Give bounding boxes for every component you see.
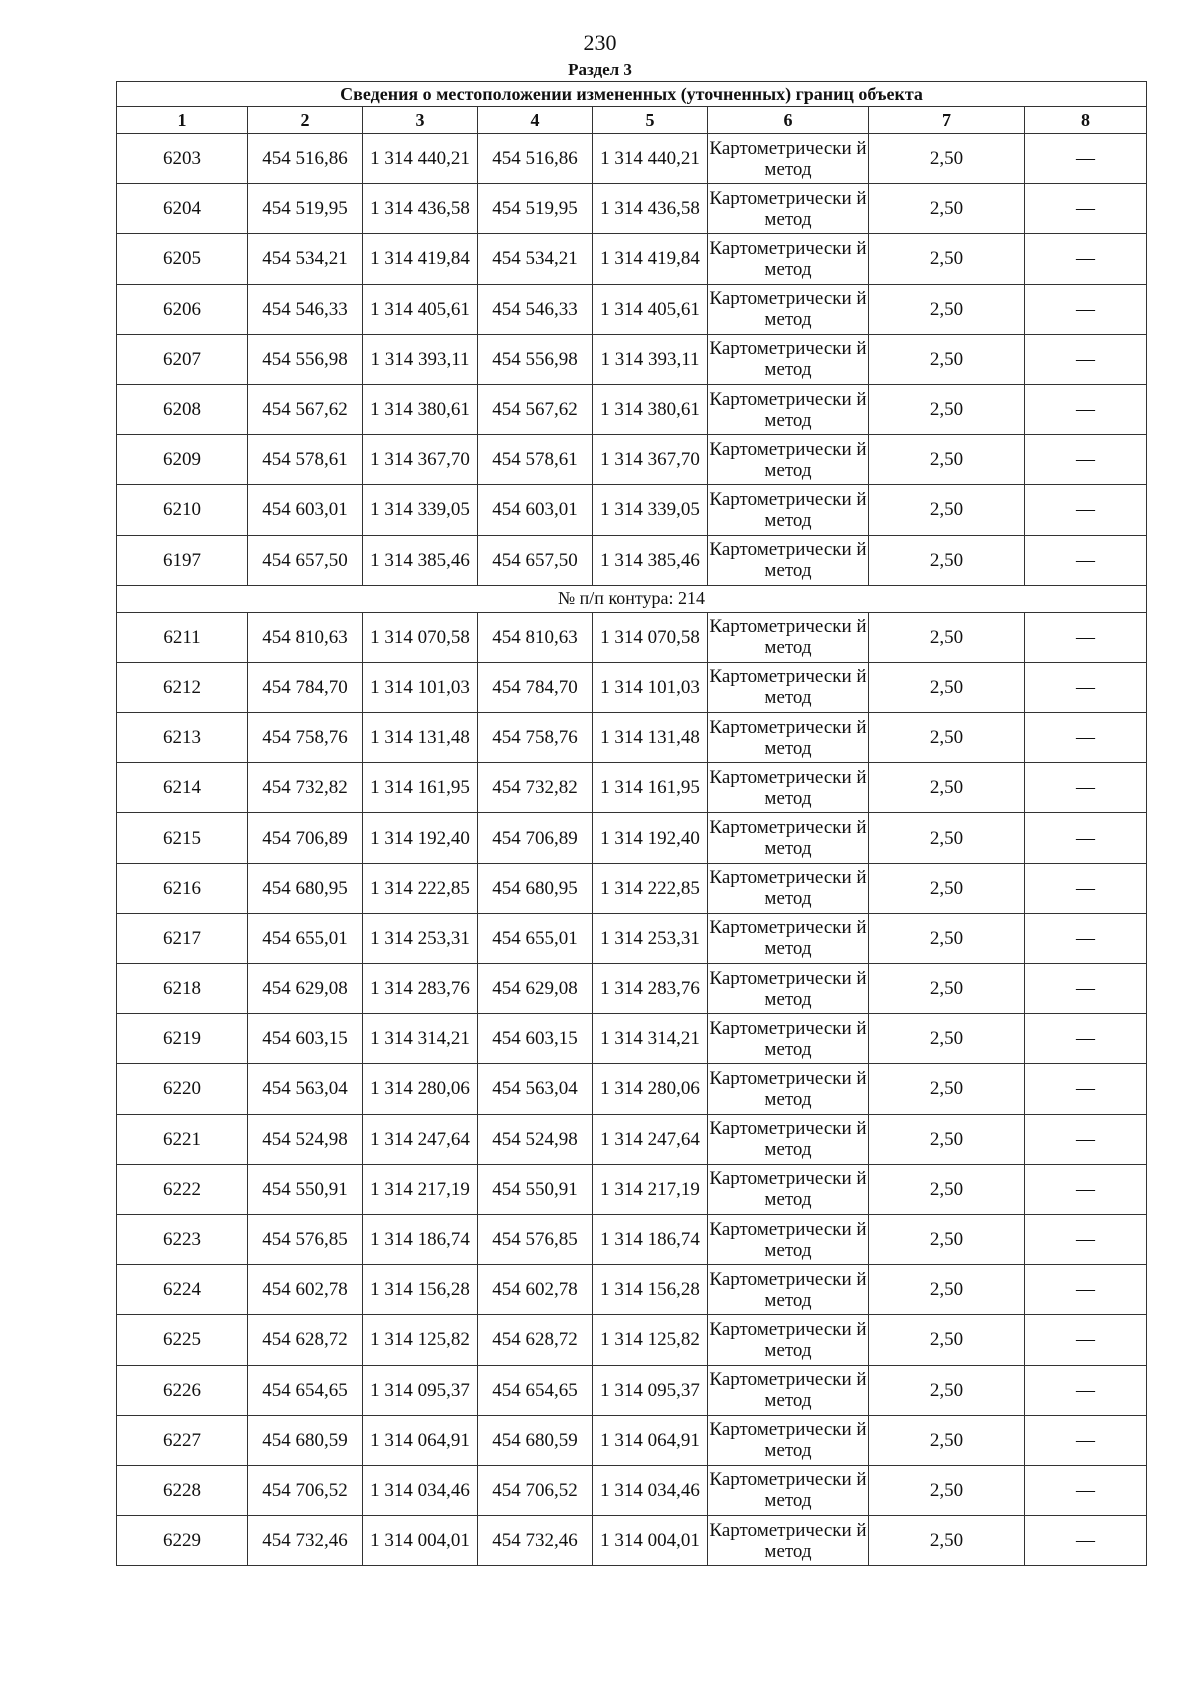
x-new-cell: 454 706,89 <box>478 813 593 863</box>
x-old-cell: 454 603,15 <box>248 1014 363 1064</box>
note-cell: — <box>1025 713 1147 763</box>
y-old-cell: 1 314 064,91 <box>363 1415 478 1465</box>
point-number-cell: 6223 <box>117 1214 248 1264</box>
accuracy-cell: 2,50 <box>869 1315 1025 1365</box>
accuracy-cell: 2,50 <box>869 612 1025 662</box>
x-old-cell: 454 655,01 <box>248 913 363 963</box>
x-new-cell: 454 556,98 <box>478 334 593 384</box>
point-number-cell: 6219 <box>117 1014 248 1064</box>
x-old-cell: 454 680,59 <box>248 1415 363 1465</box>
accuracy-cell: 2,50 <box>869 713 1025 763</box>
y-new-cell: 1 314 034,46 <box>593 1465 708 1515</box>
note-cell: — <box>1025 662 1147 712</box>
note-cell: — <box>1025 1365 1147 1415</box>
method-cell: Картометрически й метод <box>708 184 869 234</box>
point-number-cell: 6217 <box>117 913 248 963</box>
accuracy-cell: 2,50 <box>869 763 1025 813</box>
point-number-cell: 6228 <box>117 1465 248 1515</box>
point-number-cell: 6205 <box>117 234 248 284</box>
column-header-7: 7 <box>869 107 1025 134</box>
y-new-cell: 1 314 367,70 <box>593 435 708 485</box>
method-cell: Картометрически й метод <box>708 485 869 535</box>
accuracy-cell: 2,50 <box>869 334 1025 384</box>
x-new-cell: 454 784,70 <box>478 662 593 712</box>
y-new-cell: 1 314 393,11 <box>593 334 708 384</box>
y-old-cell: 1 314 419,84 <box>363 234 478 284</box>
note-cell: — <box>1025 913 1147 963</box>
x-new-cell: 454 534,21 <box>478 234 593 284</box>
point-number-cell: 6211 <box>117 612 248 662</box>
accuracy-cell: 2,50 <box>869 662 1025 712</box>
method-cell: Картометрически й метод <box>708 134 869 184</box>
note-cell: — <box>1025 1315 1147 1365</box>
method-cell: Картометрически й метод <box>708 1516 869 1566</box>
y-new-cell: 1 314 095,37 <box>593 1365 708 1415</box>
y-new-cell: 1 314 380,61 <box>593 384 708 434</box>
point-number-cell: 6214 <box>117 763 248 813</box>
x-old-cell: 454 519,95 <box>248 184 363 234</box>
note-cell: — <box>1025 184 1147 234</box>
accuracy-cell: 2,50 <box>869 1465 1025 1515</box>
table-row <box>117 662 1147 712</box>
note-cell: — <box>1025 1064 1147 1114</box>
table-row <box>117 1516 1147 1566</box>
page-number: 230 <box>583 30 617 55</box>
x-new-cell: 454 680,95 <box>478 863 593 913</box>
y-new-cell: 1 314 314,21 <box>593 1014 708 1064</box>
y-old-cell: 1 314 339,05 <box>363 485 478 535</box>
point-number-cell: 6222 <box>117 1164 248 1214</box>
table-row <box>117 1114 1147 1164</box>
y-new-cell: 1 314 101,03 <box>593 662 708 712</box>
x-new-cell: 454 576,85 <box>478 1214 593 1264</box>
method-cell: Картометрически й метод <box>708 1415 869 1465</box>
table-row <box>117 384 1147 434</box>
x-old-cell: 454 534,21 <box>248 234 363 284</box>
column-header-2: 2 <box>248 107 363 134</box>
x-old-cell: 454 567,62 <box>248 384 363 434</box>
x-new-cell: 454 680,59 <box>478 1415 593 1465</box>
x-new-cell: 454 524,98 <box>478 1114 593 1164</box>
x-new-cell: 454 657,50 <box>478 535 593 585</box>
note-cell: — <box>1025 863 1147 913</box>
accuracy-cell: 2,50 <box>869 863 1025 913</box>
y-new-cell: 1 314 161,95 <box>593 763 708 813</box>
table-row <box>117 1415 1147 1465</box>
y-new-cell: 1 314 186,74 <box>593 1214 708 1264</box>
x-old-cell: 454 784,70 <box>248 662 363 712</box>
note-cell: — <box>1025 535 1147 585</box>
note-cell: — <box>1025 1014 1147 1064</box>
y-new-cell: 1 314 280,06 <box>593 1064 708 1114</box>
y-old-cell: 1 314 095,37 <box>363 1365 478 1415</box>
table-row <box>117 1014 1147 1064</box>
table-row <box>117 1365 1147 1415</box>
table-row <box>117 535 1147 585</box>
x-new-cell: 454 628,72 <box>478 1315 593 1365</box>
point-number-cell: 6215 <box>117 813 248 863</box>
point-number-cell: 6209 <box>117 435 248 485</box>
note-cell: — <box>1025 1516 1147 1566</box>
x-new-cell: 454 758,76 <box>478 713 593 763</box>
y-new-cell: 1 314 385,46 <box>593 535 708 585</box>
method-cell: Картометрически й метод <box>708 1214 869 1264</box>
point-number-cell: 6206 <box>117 284 248 334</box>
table-body <box>117 134 1147 1566</box>
y-new-cell: 1 314 004,01 <box>593 1516 708 1566</box>
method-cell: Картометрически й метод <box>708 713 869 763</box>
y-old-cell: 1 314 125,82 <box>363 1315 478 1365</box>
column-header-6: 6 <box>708 107 869 134</box>
method-cell: Картометрически й метод <box>708 662 869 712</box>
y-new-cell: 1 314 436,58 <box>593 184 708 234</box>
accuracy-cell: 2,50 <box>869 913 1025 963</box>
note-cell: — <box>1025 1214 1147 1264</box>
x-old-cell: 454 563,04 <box>248 1064 363 1114</box>
table-row <box>117 134 1147 184</box>
table-row <box>117 1214 1147 1264</box>
y-new-cell: 1 314 253,31 <box>593 913 708 963</box>
column-header-8: 8 <box>1025 107 1147 134</box>
point-number-cell: 6210 <box>117 485 248 535</box>
x-new-cell: 454 519,95 <box>478 184 593 234</box>
accuracy-cell: 2,50 <box>869 1014 1025 1064</box>
accuracy-cell: 2,50 <box>869 485 1025 535</box>
y-old-cell: 1 314 156,28 <box>363 1265 478 1315</box>
method-cell: Картометрически й метод <box>708 1164 869 1214</box>
accuracy-cell: 2,50 <box>869 813 1025 863</box>
accuracy-cell: 2,50 <box>869 284 1025 334</box>
point-number-cell: 6221 <box>117 1114 248 1164</box>
note-cell: — <box>1025 234 1147 284</box>
column-header-row <box>117 107 1147 134</box>
contour-row <box>117 585 1147 612</box>
method-cell: Картометрически й метод <box>708 234 869 284</box>
x-old-cell: 454 657,50 <box>248 535 363 585</box>
y-old-cell: 1 314 247,64 <box>363 1114 478 1164</box>
y-new-cell: 1 314 419,84 <box>593 234 708 284</box>
y-old-cell: 1 314 034,46 <box>363 1465 478 1515</box>
x-new-cell: 454 654,65 <box>478 1365 593 1415</box>
x-old-cell: 454 556,98 <box>248 334 363 384</box>
column-header-1: 1 <box>117 107 248 134</box>
method-cell: Картометрически й метод <box>708 535 869 585</box>
note-cell: — <box>1025 485 1147 535</box>
accuracy-cell: 2,50 <box>869 384 1025 434</box>
point-number-cell: 6225 <box>117 1315 248 1365</box>
point-number-cell: 6224 <box>117 1265 248 1315</box>
x-old-cell: 454 706,52 <box>248 1465 363 1515</box>
x-new-cell: 454 550,91 <box>478 1164 593 1214</box>
y-new-cell: 1 314 156,28 <box>593 1265 708 1315</box>
table-row <box>117 1265 1147 1315</box>
method-cell: Картометрически й метод <box>708 435 869 485</box>
x-new-cell: 454 629,08 <box>478 964 593 1014</box>
accuracy-cell: 2,50 <box>869 1415 1025 1465</box>
y-new-cell: 1 314 217,19 <box>593 1164 708 1214</box>
x-old-cell: 454 576,85 <box>248 1214 363 1264</box>
table-row <box>117 485 1147 535</box>
x-new-cell: 454 546,33 <box>478 284 593 334</box>
note-cell: — <box>1025 1265 1147 1315</box>
method-cell: Картометрически й метод <box>708 1064 869 1114</box>
x-new-cell: 454 732,46 <box>478 1516 593 1566</box>
point-number-cell: 6212 <box>117 662 248 712</box>
x-old-cell: 454 516,86 <box>248 134 363 184</box>
x-old-cell: 454 732,46 <box>248 1516 363 1566</box>
note-cell: — <box>1025 1114 1147 1164</box>
y-old-cell: 1 314 186,74 <box>363 1214 478 1264</box>
x-new-cell: 454 516,86 <box>478 134 593 184</box>
x-new-cell: 454 810,63 <box>478 612 593 662</box>
accuracy-cell: 2,50 <box>869 1064 1025 1114</box>
x-old-cell: 454 654,65 <box>248 1365 363 1415</box>
x-old-cell: 454 550,91 <box>248 1164 363 1214</box>
x-new-cell: 454 732,82 <box>478 763 593 813</box>
column-header-3: 3 <box>363 107 478 134</box>
method-cell: Картометрически й метод <box>708 913 869 963</box>
y-old-cell: 1 314 101,03 <box>363 662 478 712</box>
note-cell: — <box>1025 334 1147 384</box>
table-row <box>117 612 1147 662</box>
accuracy-cell: 2,50 <box>869 1265 1025 1315</box>
y-new-cell: 1 314 131,48 <box>593 713 708 763</box>
x-new-cell: 454 578,61 <box>478 435 593 485</box>
table-row <box>117 913 1147 963</box>
y-old-cell: 1 314 192,40 <box>363 813 478 863</box>
point-number-cell: 6204 <box>117 184 248 234</box>
y-old-cell: 1 314 314,21 <box>363 1014 478 1064</box>
accuracy-cell: 2,50 <box>869 234 1025 284</box>
note-cell: — <box>1025 1415 1147 1465</box>
table-row <box>117 863 1147 913</box>
accuracy-cell: 2,50 <box>869 184 1025 234</box>
note-cell: — <box>1025 134 1147 184</box>
x-old-cell: 454 546,33 <box>248 284 363 334</box>
table-row <box>117 813 1147 863</box>
y-new-cell: 1 314 339,05 <box>593 485 708 535</box>
section-title: Раздел 3 <box>568 60 632 79</box>
x-old-cell: 454 603,01 <box>248 485 363 535</box>
accuracy-cell: 2,50 <box>869 1516 1025 1566</box>
x-old-cell: 454 578,61 <box>248 435 363 485</box>
note-cell: — <box>1025 763 1147 813</box>
note-cell: — <box>1025 612 1147 662</box>
table-row <box>117 1465 1147 1515</box>
x-old-cell: 454 810,63 <box>248 612 363 662</box>
y-new-cell: 1 314 070,58 <box>593 612 708 662</box>
y-old-cell: 1 314 436,58 <box>363 184 478 234</box>
table-row <box>117 964 1147 1014</box>
y-old-cell: 1 314 253,31 <box>363 913 478 963</box>
y-old-cell: 1 314 131,48 <box>363 713 478 763</box>
note-cell: — <box>1025 813 1147 863</box>
note-cell: — <box>1025 1164 1147 1214</box>
y-old-cell: 1 314 280,06 <box>363 1064 478 1114</box>
table-row <box>117 234 1147 284</box>
point-number-cell: 6229 <box>117 1516 248 1566</box>
y-old-cell: 1 314 385,46 <box>363 535 478 585</box>
y-old-cell: 1 314 393,11 <box>363 334 478 384</box>
accuracy-cell: 2,50 <box>869 1164 1025 1214</box>
method-cell: Картометрически й метод <box>708 334 869 384</box>
method-cell: Картометрически й метод <box>708 763 869 813</box>
method-cell: Картометрически й метод <box>708 384 869 434</box>
x-old-cell: 454 628,72 <box>248 1315 363 1365</box>
table-caption: Сведения о местоположении измененных (уточненных) границ объекта <box>117 82 1147 107</box>
table-row <box>117 184 1147 234</box>
table-row <box>117 1315 1147 1365</box>
table-row <box>117 334 1147 384</box>
y-old-cell: 1 314 380,61 <box>363 384 478 434</box>
point-number-cell: 6207 <box>117 334 248 384</box>
method-cell: Картометрически й метод <box>708 1465 869 1515</box>
y-old-cell: 1 314 440,21 <box>363 134 478 184</box>
y-new-cell: 1 314 440,21 <box>593 134 708 184</box>
column-header-5: 5 <box>593 107 708 134</box>
y-new-cell: 1 314 247,64 <box>593 1114 708 1164</box>
table-row <box>117 713 1147 763</box>
point-number-cell: 6203 <box>117 134 248 184</box>
y-old-cell: 1 314 161,95 <box>363 763 478 813</box>
y-old-cell: 1 314 283,76 <box>363 964 478 1014</box>
note-cell: — <box>1025 435 1147 485</box>
table-row <box>117 763 1147 813</box>
point-number-cell: 6218 <box>117 964 248 1014</box>
note-cell: — <box>1025 384 1147 434</box>
point-number-cell: 6208 <box>117 384 248 434</box>
note-cell: — <box>1025 1465 1147 1515</box>
y-old-cell: 1 314 405,61 <box>363 284 478 334</box>
accuracy-cell: 2,50 <box>869 134 1025 184</box>
point-number-cell: 6213 <box>117 713 248 763</box>
y-new-cell: 1 314 125,82 <box>593 1315 708 1365</box>
note-cell: — <box>1025 284 1147 334</box>
y-old-cell: 1 314 222,85 <box>363 863 478 913</box>
method-cell: Картометрически й метод <box>708 1014 869 1064</box>
x-old-cell: 454 680,95 <box>248 863 363 913</box>
x-old-cell: 454 524,98 <box>248 1114 363 1164</box>
point-number-cell: 6226 <box>117 1365 248 1415</box>
boundary-coordinates-table <box>116 81 1147 1566</box>
y-new-cell: 1 314 064,91 <box>593 1415 708 1465</box>
method-cell: Картометрически й метод <box>708 964 869 1014</box>
x-new-cell: 454 603,01 <box>478 485 593 535</box>
y-new-cell: 1 314 405,61 <box>593 284 708 334</box>
table-row <box>117 435 1147 485</box>
x-new-cell: 454 706,52 <box>478 1465 593 1515</box>
table-row <box>117 1064 1147 1114</box>
y-old-cell: 1 314 217,19 <box>363 1164 478 1214</box>
method-cell: Картометрически й метод <box>708 1315 869 1365</box>
x-old-cell: 454 758,76 <box>248 713 363 763</box>
column-header-4: 4 <box>478 107 593 134</box>
method-cell: Картометрически й метод <box>708 1265 869 1315</box>
contour-label: № п/п контура: 214 <box>117 585 1147 612</box>
y-new-cell: 1 314 283,76 <box>593 964 708 1014</box>
method-cell: Картометрически й метод <box>708 863 869 913</box>
x-old-cell: 454 732,82 <box>248 763 363 813</box>
point-number-cell: 6197 <box>117 535 248 585</box>
method-cell: Картометрически й метод <box>708 813 869 863</box>
x-old-cell: 454 706,89 <box>248 813 363 863</box>
point-number-cell: 6220 <box>117 1064 248 1114</box>
y-old-cell: 1 314 070,58 <box>363 612 478 662</box>
y-new-cell: 1 314 222,85 <box>593 863 708 913</box>
accuracy-cell: 2,50 <box>869 535 1025 585</box>
accuracy-cell: 2,50 <box>869 1365 1025 1415</box>
accuracy-cell: 2,50 <box>869 964 1025 1014</box>
x-old-cell: 454 629,08 <box>248 964 363 1014</box>
table-row <box>117 284 1147 334</box>
accuracy-cell: 2,50 <box>869 1214 1025 1264</box>
point-number-cell: 6216 <box>117 863 248 913</box>
point-number-cell: 6227 <box>117 1415 248 1465</box>
y-old-cell: 1 314 004,01 <box>363 1516 478 1566</box>
note-cell: — <box>1025 964 1147 1014</box>
x-new-cell: 454 602,78 <box>478 1265 593 1315</box>
y-new-cell: 1 314 192,40 <box>593 813 708 863</box>
method-cell: Картометрически й метод <box>708 1365 869 1415</box>
x-new-cell: 454 655,01 <box>478 913 593 963</box>
method-cell: Картометрически й метод <box>708 612 869 662</box>
x-old-cell: 454 602,78 <box>248 1265 363 1315</box>
accuracy-cell: 2,50 <box>869 1114 1025 1164</box>
x-new-cell: 454 567,62 <box>478 384 593 434</box>
x-new-cell: 454 563,04 <box>478 1064 593 1114</box>
method-cell: Картометрически й метод <box>708 284 869 334</box>
x-new-cell: 454 603,15 <box>478 1014 593 1064</box>
y-old-cell: 1 314 367,70 <box>363 435 478 485</box>
accuracy-cell: 2,50 <box>869 435 1025 485</box>
table-row <box>117 1164 1147 1214</box>
method-cell: Картометрически й метод <box>708 1114 869 1164</box>
